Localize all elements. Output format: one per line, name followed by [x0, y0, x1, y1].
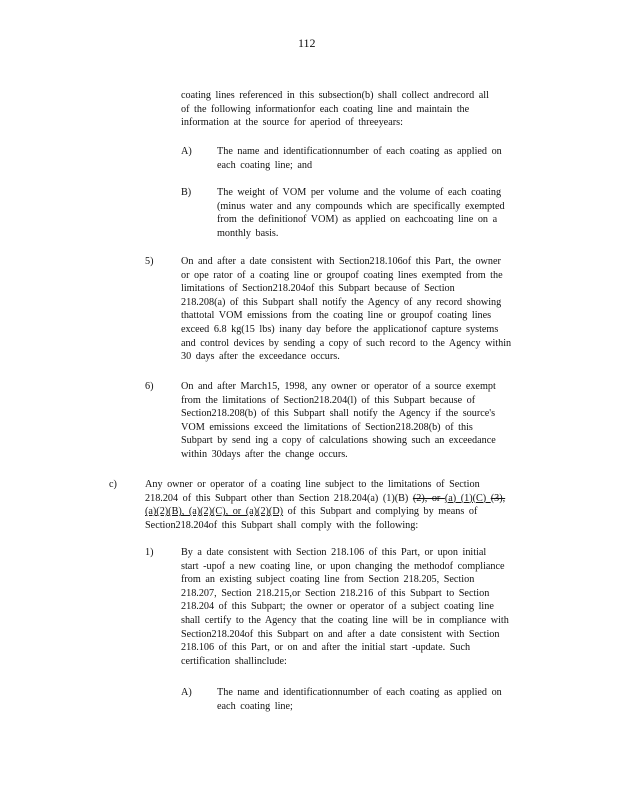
item-label: A): [181, 687, 192, 698]
text-line: Subpart by send ing a copy of calculations showing such an exceedance: [181, 435, 496, 447]
text-line: start -upof a new coating line, or upon changing the methodof compliance: [181, 560, 505, 572]
text-line: (minus water and any compounds which are specifically exempted: [217, 200, 505, 212]
inserted-text: (a) (1)(C): [444, 492, 491, 504]
text-line: Section218.208(b) of this Subpart shall notify the Agency if the source's: [181, 408, 496, 420]
text-line: 218.207, Section 218.215,or Section 218.216 of this Subpart to Section: [181, 587, 490, 599]
struck-text: (2), or: [412, 492, 445, 504]
item-c-paragraph: [145, 478, 505, 532]
item-label: 1): [145, 547, 154, 558]
text-line: shall certify to the Agency that the coating line will be in compliance with: [181, 614, 509, 626]
item-1-paragraph: [181, 546, 509, 668]
text-line: each coating line;: [217, 700, 293, 712]
item-label: 5): [145, 256, 154, 267]
text-line: exceed 6.8 kg(15 lbs) inany day before the applicationof capture systems: [181, 323, 499, 335]
text-line: The name and identificationnumber of each coating as applied on: [217, 687, 502, 698]
text-line: information at the source for aperiod of threeyears:: [181, 117, 403, 129]
text-line: The name and identificationnumber of each coating as applied on: [217, 146, 502, 157]
item-b-paragraph: [217, 186, 505, 240]
item-label: 6): [145, 381, 154, 392]
text-line: from the limitations of Section218.204(l) of this Subpart because of: [181, 394, 476, 406]
text-run: of this Subpart and complying by means of: [283, 506, 478, 518]
text-line: VOM emissions exceed the limitations of Section218.208(b) of this: [181, 421, 473, 433]
item-label: c): [109, 479, 117, 490]
text-run: 218.204 of this Subpart other than Section 218.204(a) (1)(B): [145, 492, 413, 504]
struck-text: (3),: [490, 492, 506, 504]
item-a-paragraph: [217, 145, 502, 172]
text-line: certification shallinclude:: [181, 655, 287, 667]
item-6-paragraph: [181, 380, 496, 462]
text-line: thattotal VOM emissions from the coating line or groupof coating lines: [181, 310, 492, 322]
text-line: Section218.204of this Subpart on and after a date consistent with Section: [181, 628, 500, 640]
item-5-paragraph: [181, 255, 511, 364]
text-line: coating lines referenced in this subsection(b) shall collect andrecord all: [181, 90, 489, 101]
text-line: limitations of Section218.204of this Subpart because of Section: [181, 283, 455, 295]
text-line: and control devices by sending a copy of such record to the Agency within: [181, 337, 512, 349]
text-line: from the definitionof VOM) as applied on eachcoating line on a: [217, 214, 498, 226]
intro-paragraph: [181, 89, 489, 130]
text-line: The weight of VOM per volume and the volume of each coating: [217, 187, 502, 198]
text-line: Any owner or operator of a coating line subject to the limitations of Section: [145, 479, 480, 490]
page-number: 112: [298, 36, 316, 50]
text-line: 218.208(a) of this Subpart shall notify the Agency of any record showing: [181, 296, 502, 308]
text-line: 30 days after the exceedance occurs.: [181, 351, 340, 363]
item-label: A): [181, 146, 192, 157]
item-label: B): [181, 187, 192, 198]
text-line: [145, 492, 505, 506]
text-line: 218.106 of this Part, or on and after the initial start -update. Such: [181, 642, 471, 654]
text-line: 218.204 of this Subpart; the owner or operator of a subject coating line: [181, 601, 494, 613]
text-line: On and after a date consistent with Section218.106of this Part, the owner: [181, 256, 501, 267]
inserted-text: (a)(2)(B), (a)(2)(C), or (a)(2)(D): [145, 506, 284, 518]
text-line: each coating line; and: [217, 159, 313, 171]
item-a2-paragraph: [217, 686, 502, 713]
text-line: On and after March15, 1998, any owner or operator of a source exempt: [181, 381, 496, 392]
text-line: within 30days after the change occurs.: [181, 448, 348, 460]
text-line: [145, 505, 505, 519]
text-line: By a date consistent with Section 218.106 of this Part, or upon initial: [181, 547, 487, 558]
text-line: of the following informationfor each coating line and maintain the: [181, 103, 470, 115]
text-line: or ope rator of a coating line or groupof coating lines exempted from the: [181, 269, 503, 281]
text-line: from an existing subject coating line from Section 218.205, Section: [181, 574, 475, 586]
text-line: Section218.204of this Subpart shall comply with the following:: [145, 519, 419, 531]
text-line: monthly basis.: [217, 227, 279, 239]
